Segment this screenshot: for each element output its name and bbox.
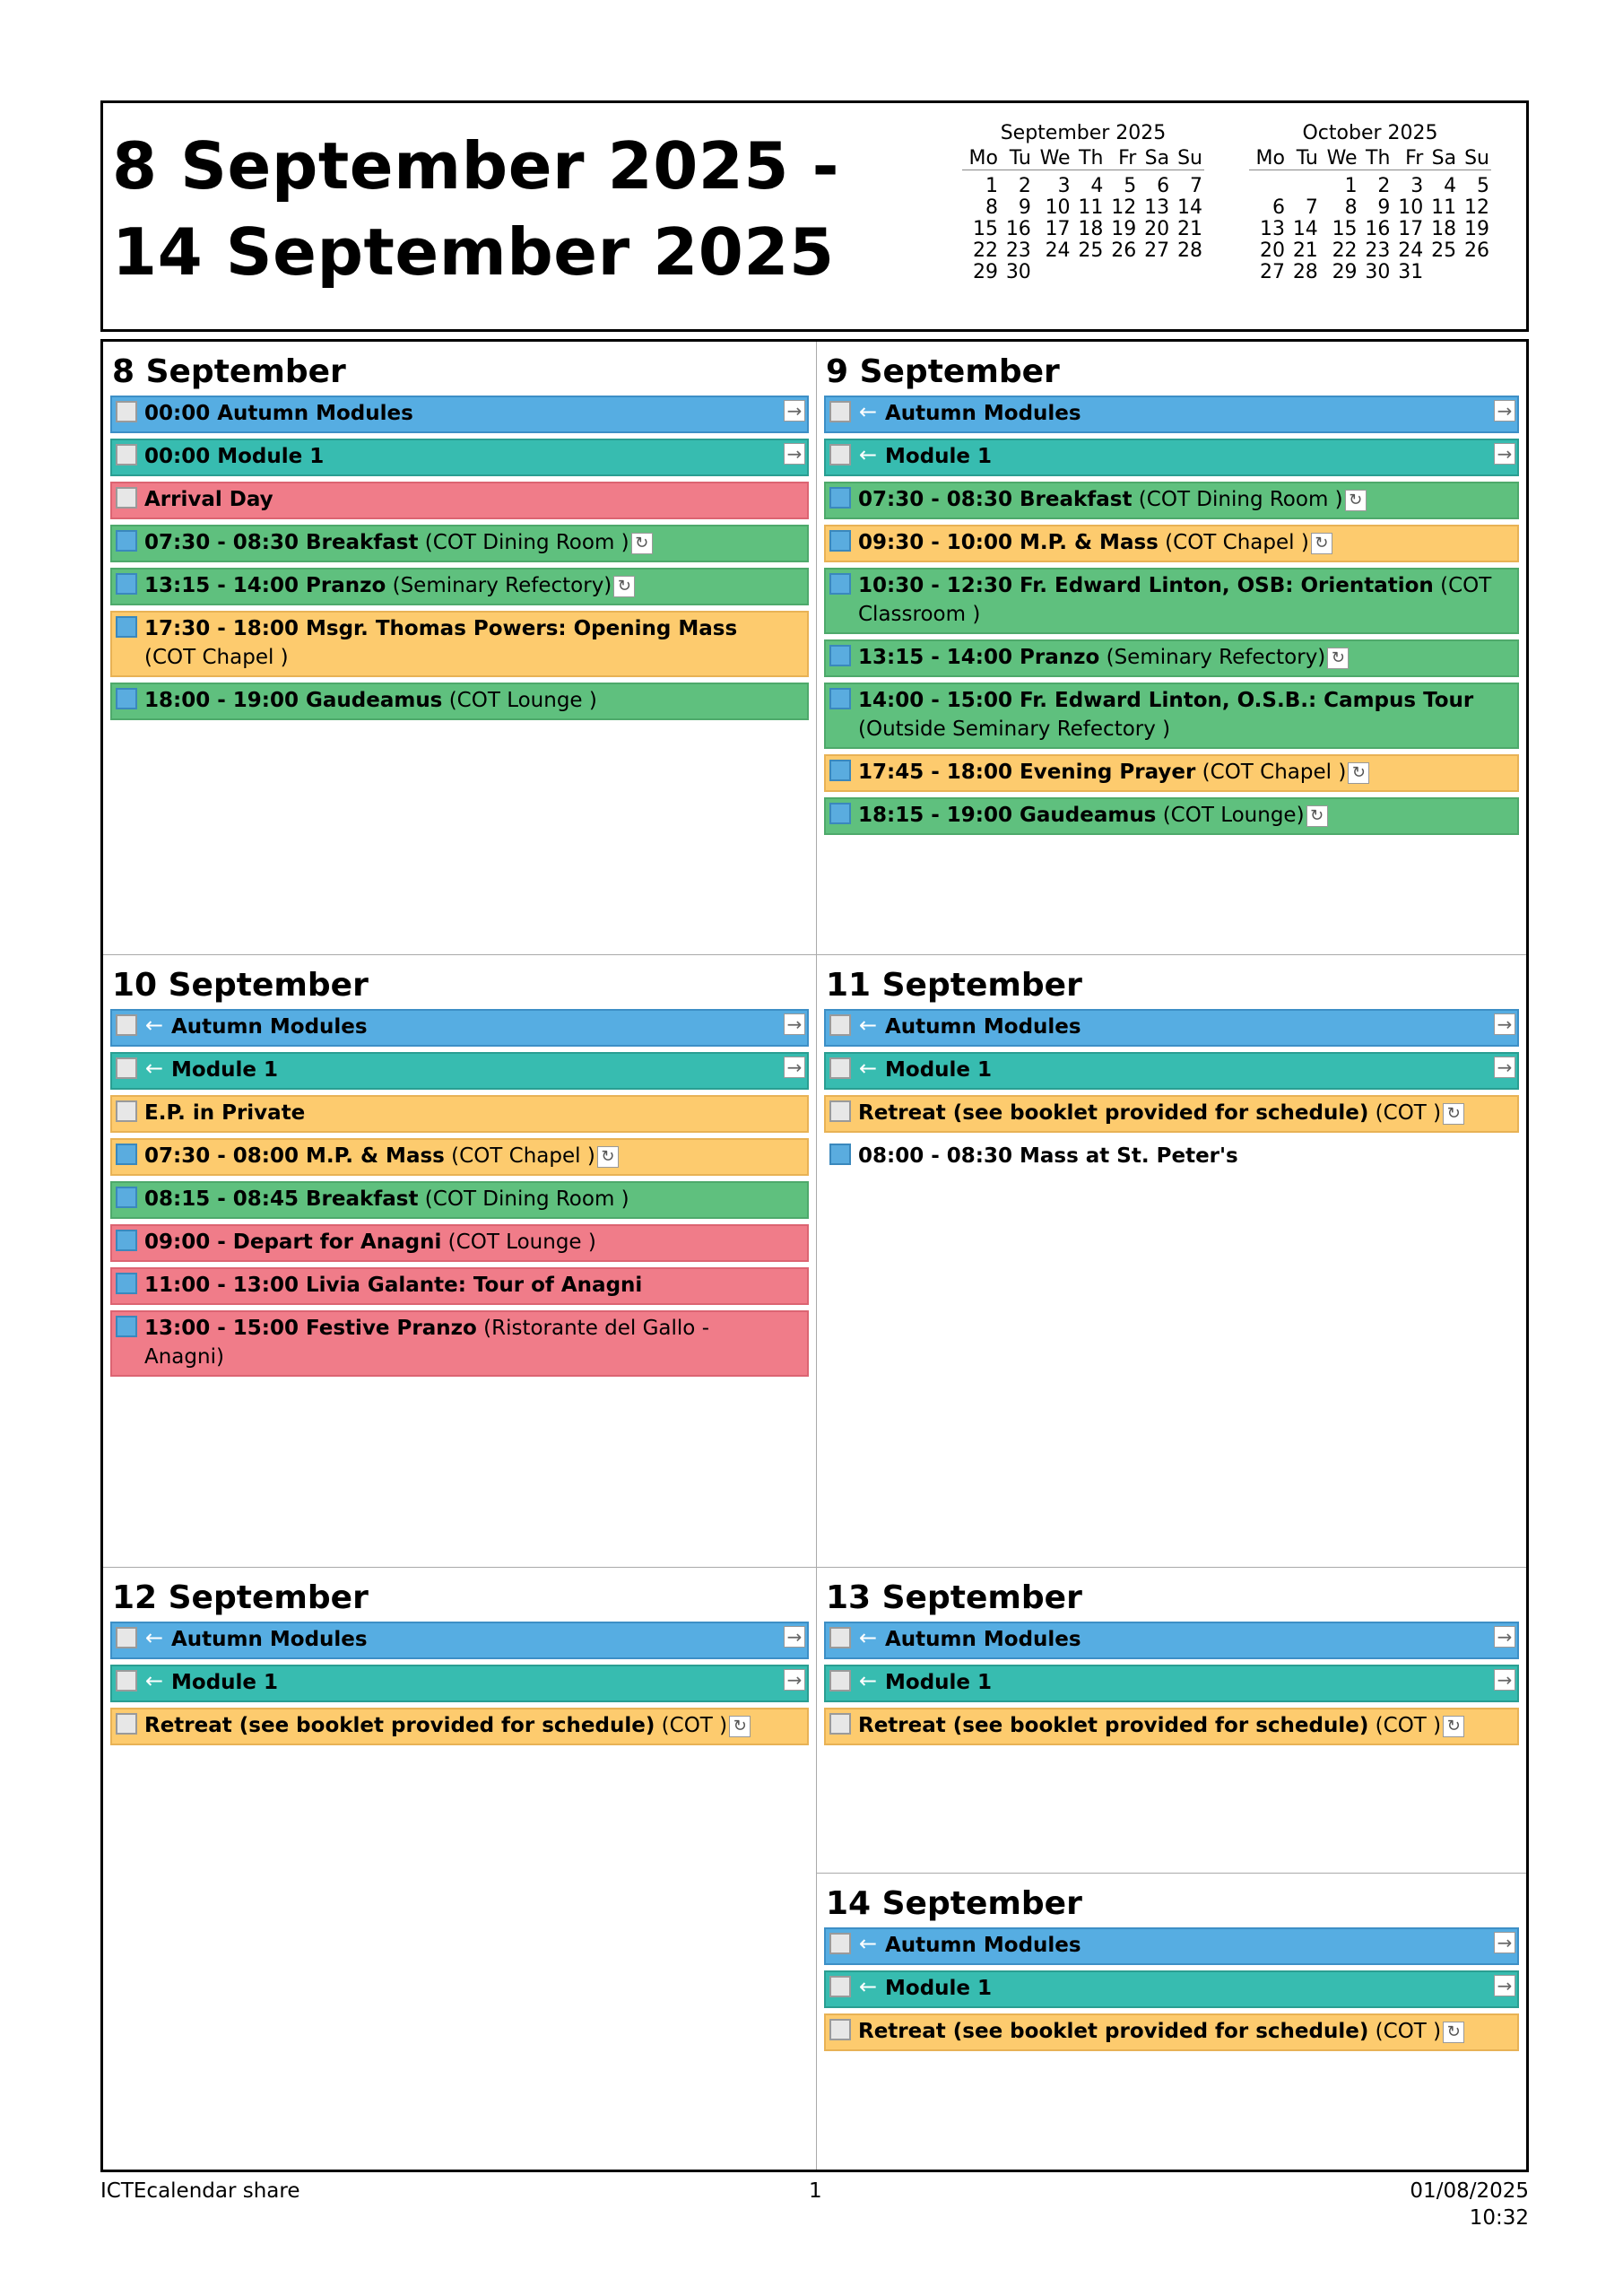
- mini-calendar-day[interactable]: 22: [972, 239, 998, 262]
- mini-calendar-day[interactable]: 26: [1111, 239, 1137, 262]
- weekday-header: Th: [1359, 148, 1393, 170]
- event-title: 07:30 - 08:00 M.P. & Mass: [144, 1144, 445, 1168]
- category-checkbox-icon[interactable]: [829, 487, 851, 509]
- event-title: 08:15 - 08:45 Breakfast: [144, 1187, 419, 1211]
- mini-calendar-day[interactable]: 1: [985, 175, 998, 197]
- calendar-event[interactable]: [824, 396, 1519, 433]
- mini-calendar-day[interactable]: 26: [1464, 239, 1489, 262]
- event-title: Module 1: [171, 1671, 279, 1694]
- mini-calendar-day[interactable]: 6: [1271, 196, 1285, 219]
- category-checkbox-icon[interactable]: [116, 1230, 137, 1251]
- right-arrow-icon: →: [1494, 400, 1515, 422]
- mini-calendar-day[interactable]: 4: [1090, 175, 1104, 197]
- mini-calendar-day[interactable]: 23: [1365, 239, 1391, 262]
- category-checkbox-icon[interactable]: [116, 401, 137, 422]
- right-arrow-icon: →: [784, 1626, 805, 1648]
- calendar-event[interactable]: [824, 1052, 1519, 1090]
- mini-calendar-day[interactable]: 16: [1365, 218, 1391, 240]
- calendar-event[interactable]: [824, 2013, 1519, 2051]
- event-location: (COT Chapel ): [1158, 531, 1309, 554]
- category-checkbox-icon[interactable]: [116, 1014, 137, 1036]
- mini-calendar-day[interactable]: 10: [1398, 196, 1424, 219]
- event-location: (Seminary Refectory): [1099, 646, 1326, 669]
- mini-calendar-day[interactable]: 31: [1398, 261, 1424, 283]
- weekday-header: Mo: [962, 148, 1000, 170]
- event-location: (Seminary Refectory): [386, 574, 612, 597]
- mini-calendar-day[interactable]: 25: [1078, 239, 1104, 262]
- event-title: 07:30 - 08:30 Breakfast: [858, 488, 1133, 511]
- mini-calendar-day[interactable]: 18: [1078, 218, 1104, 240]
- week-title-line2: 14 September 2025: [112, 214, 835, 290]
- mini-calendar-day[interactable]: 3: [1057, 175, 1071, 197]
- calendar-event[interactable]: [824, 1665, 1519, 1702]
- mini-calendar-september: [962, 123, 1204, 283]
- weekday-header: Su: [1458, 148, 1491, 170]
- right-arrow-icon: →: [1494, 1975, 1515, 1996]
- recurring-icon: ↻: [1443, 2022, 1464, 2043]
- day-cell[interactable]: [817, 955, 1526, 1567]
- event-title: Module 1: [885, 1977, 993, 2000]
- category-checkbox-icon[interactable]: [829, 803, 851, 824]
- mini-calendar-title: September 2025: [1000, 122, 1167, 144]
- mini-calendar-day[interactable]: 18: [1431, 218, 1457, 240]
- weekday-header: We: [1320, 148, 1359, 170]
- event-title: 10:30 - 12:30 Fr. Edward Linton, OSB: Orientation: [858, 574, 1434, 597]
- calendar-event[interactable]: [824, 568, 1519, 634]
- category-checkbox-icon[interactable]: [829, 1014, 851, 1036]
- recurring-icon: ↻: [1345, 490, 1367, 511]
- calendar-event[interactable]: [110, 1224, 809, 1262]
- mini-calendar-day[interactable]: 9: [1377, 196, 1391, 219]
- event-location: (COT Dining Room ): [418, 531, 629, 554]
- calendar-event[interactable]: [110, 1622, 809, 1659]
- recurring-icon: ↻: [1443, 1716, 1464, 1737]
- calendar-event[interactable]: [110, 1310, 809, 1377]
- event-location: (Ristorante del Gallo - Anagni): [144, 1317, 709, 1369]
- recurring-icon: ↻: [1311, 533, 1332, 554]
- calendar-event[interactable]: [824, 1095, 1519, 1133]
- week-grid: [100, 339, 1529, 2172]
- category-checkbox-icon[interactable]: [829, 1627, 851, 1648]
- weekday-header: Tu: [1000, 148, 1033, 170]
- day-cell[interactable]: [103, 955, 816, 1567]
- category-checkbox-icon[interactable]: [829, 401, 851, 422]
- day-cell[interactable]: [817, 342, 1526, 954]
- right-arrow-icon: →: [784, 1013, 805, 1035]
- weekday-header: Su: [1171, 148, 1204, 170]
- calendar-event[interactable]: [110, 396, 809, 433]
- mini-calendar-day[interactable]: [1287, 176, 1320, 197]
- mini-calendar-day[interactable]: [1425, 262, 1458, 283]
- recurring-icon: ↻: [631, 533, 653, 554]
- category-checkbox-icon[interactable]: [829, 444, 851, 465]
- event-title: Arrival Day: [144, 488, 273, 511]
- category-checkbox-icon[interactable]: [829, 2019, 851, 2040]
- category-checkbox-icon[interactable]: [829, 1144, 851, 1165]
- right-arrow-icon: →: [784, 1057, 805, 1078]
- calendar-event[interactable]: [824, 754, 1519, 792]
- event-title: 11:00 - 13:00 Livia Galante: Tour of Anagni: [144, 1274, 643, 1297]
- event-title: Autumn Modules: [885, 402, 1081, 425]
- category-checkbox-icon[interactable]: [116, 1057, 137, 1079]
- calendar-event[interactable]: [824, 525, 1519, 562]
- mini-calendar-day[interactable]: 24: [1045, 239, 1071, 262]
- mini-calendar-day[interactable]: [1033, 262, 1072, 283]
- event-location: (COT Lounge ): [441, 1231, 596, 1254]
- mini-calendar-day[interactable]: [1171, 262, 1204, 283]
- event-location: (COT Dining Room ): [1132, 488, 1343, 511]
- left-arrow-icon: ←: [858, 442, 878, 467]
- event-title: 00:00 Autumn Modules: [144, 402, 413, 425]
- mini-calendar-day[interactable]: 13: [1259, 218, 1285, 240]
- left-arrow-icon: ←: [858, 1974, 878, 1999]
- week-header: [100, 100, 1529, 332]
- event-title: Retreat (see booklet provided for schedule): [858, 1714, 1369, 1737]
- recurring-icon: ↻: [1443, 1103, 1464, 1125]
- event-title: Autumn Modules: [171, 1015, 368, 1039]
- mini-calendar-day[interactable]: 2: [1377, 175, 1391, 197]
- left-arrow-icon: ←: [144, 1013, 164, 1038]
- mini-calendar-day[interactable]: 11: [1078, 196, 1104, 219]
- mini-calendar-day[interactable]: [1105, 262, 1138, 283]
- mini-calendar-day[interactable]: 21: [1177, 218, 1202, 240]
- mini-calendar-day[interactable]: 7: [1190, 175, 1202, 197]
- mini-calendar-day[interactable]: 5: [1477, 175, 1489, 197]
- event-title: 09:00 - Depart for Anagni: [144, 1231, 442, 1254]
- mini-calendar-table: [1249, 148, 1491, 283]
- calendar-event[interactable]: [824, 639, 1519, 677]
- mini-calendar-day[interactable]: 27: [1259, 261, 1285, 283]
- left-arrow-icon: ←: [858, 1625, 878, 1650]
- calendar-event[interactable]: [110, 568, 809, 605]
- event-location: (COT Chapel ): [444, 1144, 595, 1168]
- day-cell[interactable]: [817, 1568, 1526, 1873]
- category-checkbox-icon[interactable]: [829, 1057, 851, 1079]
- day-title: 8 September: [112, 353, 346, 390]
- day-title: 10 September: [112, 967, 369, 1004]
- event-title: 17:45 - 18:00 Evening Prayer: [858, 761, 1196, 784]
- mini-calendar-day[interactable]: 24: [1398, 239, 1424, 262]
- weekday-header: Th: [1072, 148, 1106, 170]
- category-checkbox-icon[interactable]: [829, 1713, 851, 1735]
- calendar-event[interactable]: [110, 683, 809, 720]
- category-checkbox-icon[interactable]: [829, 1976, 851, 1997]
- mini-calendar-day[interactable]: 8: [985, 196, 998, 219]
- mini-calendar-day[interactable]: [1072, 262, 1106, 283]
- category-checkbox-icon[interactable]: [116, 1187, 137, 1208]
- recurring-icon: ↻: [1327, 648, 1349, 669]
- left-arrow-icon: ←: [858, 399, 878, 424]
- event-title: Autumn Modules: [171, 1628, 368, 1651]
- calendar-event[interactable]: [824, 1927, 1519, 1965]
- mini-calendar-day[interactable]: 30: [1365, 261, 1391, 283]
- category-checkbox-icon[interactable]: [829, 530, 851, 552]
- recurring-icon: ↻: [597, 1146, 619, 1168]
- mini-calendar-day[interactable]: 2: [1018, 175, 1031, 197]
- event-title: 13:00 - 15:00 Festive Pranzo: [144, 1317, 477, 1340]
- category-checkbox-icon[interactable]: [829, 760, 851, 781]
- left-arrow-icon: ←: [858, 1931, 878, 1956]
- calendar-event[interactable]: [110, 1052, 809, 1090]
- calendar-event[interactable]: [824, 797, 1519, 835]
- mini-calendar-day[interactable]: 19: [1464, 218, 1489, 240]
- right-arrow-icon: →: [1494, 1932, 1515, 1953]
- week-title-line1: 8 September 2025 -: [112, 128, 839, 204]
- mini-calendar-day[interactable]: 11: [1431, 196, 1457, 219]
- event-title: Retreat (see booklet provided for schedule): [858, 1101, 1369, 1125]
- day-title: 11 September: [826, 967, 1082, 1004]
- right-arrow-icon: →: [1494, 1626, 1515, 1648]
- right-arrow-icon: →: [784, 1669, 805, 1691]
- weekday-header: Sa: [1138, 148, 1171, 170]
- event-title: 18:00 - 19:00 Gaudeamus: [144, 689, 443, 712]
- mini-calendar-day[interactable]: 14: [1292, 218, 1318, 240]
- mini-calendar-day[interactable]: 17: [1398, 218, 1424, 240]
- category-checkbox-icon[interactable]: [829, 645, 851, 666]
- event-title: Module 1: [885, 445, 993, 468]
- event-location: (COT Dining Room ): [418, 1187, 629, 1211]
- event-location: (COT ): [1368, 1714, 1442, 1737]
- mini-calendar-day[interactable]: 23: [1005, 239, 1031, 262]
- category-checkbox-icon[interactable]: [116, 1100, 137, 1122]
- event-location: (COT ): [1368, 2020, 1442, 2043]
- mini-calendar-day[interactable]: 15: [972, 218, 998, 240]
- calendar-event[interactable]: [110, 1009, 809, 1047]
- calendar-event[interactable]: [824, 482, 1519, 519]
- category-checkbox-icon[interactable]: [829, 1933, 851, 1954]
- event-title: 07:30 - 08:30 Breakfast: [144, 531, 419, 554]
- weekday-header: Fr: [1392, 148, 1425, 170]
- category-checkbox-icon[interactable]: [116, 688, 137, 709]
- event-title: Retreat (see booklet provided for schedule): [858, 2020, 1369, 2043]
- weekday-header: We: [1033, 148, 1072, 170]
- left-arrow-icon: ←: [144, 1668, 164, 1693]
- footer-page-number: 1: [809, 2179, 822, 2203]
- calendar-event[interactable]: [110, 439, 809, 476]
- calendar-event[interactable]: [110, 611, 809, 677]
- event-title: 17:30 - 18:00 Msgr. Thomas Powers: Opening Mass: [144, 617, 738, 640]
- day-title: 14 September: [826, 1885, 1082, 1922]
- event-location: (COT Chapel ): [1195, 761, 1347, 784]
- day-title: 13 September: [826, 1579, 1082, 1616]
- event-title: 18:15 - 19:00 Gaudeamus: [858, 804, 1157, 827]
- mini-calendar-day[interactable]: 20: [1259, 239, 1285, 262]
- event-title: Autumn Modules: [885, 1015, 1081, 1039]
- day-cell[interactable]: [103, 1568, 816, 2170]
- calendar-event[interactable]: [110, 525, 809, 562]
- day-title: 12 September: [112, 1579, 369, 1616]
- mini-calendar-day[interactable]: 29: [972, 261, 998, 283]
- recurring-icon: ↻: [1348, 762, 1369, 784]
- left-arrow-icon: ←: [858, 1668, 878, 1693]
- mini-calendar-day[interactable]: 27: [1144, 239, 1170, 262]
- weekday-header: Sa: [1425, 148, 1458, 170]
- mini-calendar-day[interactable]: 14: [1177, 196, 1202, 219]
- right-arrow-icon: →: [1494, 443, 1515, 465]
- category-checkbox-icon[interactable]: [116, 444, 137, 465]
- category-checkbox-icon[interactable]: [116, 1273, 137, 1294]
- recurring-icon: ↻: [613, 576, 635, 597]
- calendar-event[interactable]: [110, 482, 809, 519]
- mini-calendar-day[interactable]: 12: [1111, 196, 1137, 219]
- event-location: (COT Classroom ): [858, 574, 1492, 626]
- event-title: 13:15 - 14:00 Pranzo: [144, 574, 386, 597]
- calendar-event[interactable]: [824, 439, 1519, 476]
- day-title: 9 September: [826, 353, 1060, 390]
- footer-source: ICTEcalendar share: [100, 2179, 300, 2203]
- event-title: Module 1: [171, 1058, 279, 1082]
- mini-calendar-day[interactable]: 29: [1332, 261, 1358, 283]
- mini-calendar-day[interactable]: 22: [1332, 239, 1358, 262]
- mini-calendar-day[interactable]: 13: [1144, 196, 1170, 219]
- mini-calendar-day[interactable]: 3: [1410, 175, 1424, 197]
- mini-calendar-day[interactable]: 9: [1018, 196, 1031, 219]
- left-arrow-icon: ←: [144, 1625, 164, 1650]
- mini-calendar-day[interactable]: 10: [1045, 196, 1071, 219]
- mini-calendar-october: [1249, 123, 1491, 283]
- mini-calendar-day[interactable]: 16: [1005, 218, 1031, 240]
- mini-calendar-day[interactable]: [1458, 262, 1491, 283]
- calendar-event[interactable]: [824, 1970, 1519, 2008]
- right-arrow-icon: →: [784, 400, 805, 422]
- calendar-event[interactable]: [110, 1181, 809, 1219]
- event-title: Retreat (see booklet provided for schedule): [144, 1714, 655, 1737]
- mini-calendar-day[interactable]: 5: [1124, 175, 1137, 197]
- event-title: 13:15 - 14:00 Pranzo: [858, 646, 1100, 669]
- right-arrow-icon: →: [784, 443, 805, 465]
- mini-calendar-day[interactable]: 15: [1332, 218, 1358, 240]
- event-title: Module 1: [885, 1058, 993, 1082]
- event-title: Module 1: [885, 1671, 993, 1694]
- mini-calendar-day[interactable]: 28: [1292, 261, 1318, 283]
- right-arrow-icon: →: [1494, 1669, 1515, 1691]
- mini-calendar-day[interactable]: [1249, 176, 1287, 197]
- footer-timestamp: 01/08/2025 10:32: [1410, 2179, 1529, 2230]
- event-location: (COT Chapel ): [144, 646, 289, 669]
- calendar-event[interactable]: [824, 1622, 1519, 1659]
- mini-calendar-day[interactable]: 7: [1305, 196, 1318, 219]
- event-title: Autumn Modules: [885, 1934, 1081, 1957]
- mini-calendar-title: October 2025: [1302, 122, 1438, 144]
- calendar-event[interactable]: [824, 1009, 1519, 1047]
- category-checkbox-icon[interactable]: [116, 616, 137, 638]
- recurring-icon: ↻: [1306, 805, 1328, 827]
- category-checkbox-icon[interactable]: [116, 487, 137, 509]
- calendar-event[interactable]: [824, 1138, 1519, 1176]
- event-title: Autumn Modules: [885, 1628, 1081, 1651]
- event-title: 09:30 - 10:00 M.P. & Mass: [858, 531, 1159, 554]
- mini-calendar-day[interactable]: 1: [1344, 175, 1358, 197]
- event-title: 08:00 - 08:30 Mass at St. Peter's: [858, 1144, 1238, 1168]
- day-cell[interactable]: [817, 1874, 1526, 2170]
- calendar-event[interactable]: [824, 1708, 1519, 1745]
- weekday-header: Tu: [1287, 148, 1320, 170]
- mini-calendar-day[interactable]: 4: [1444, 175, 1457, 197]
- event-location: (COT Lounge): [1156, 804, 1305, 827]
- left-arrow-icon: ←: [858, 1013, 878, 1038]
- left-arrow-icon: ←: [858, 1056, 878, 1081]
- category-checkbox-icon[interactable]: [116, 1316, 137, 1337]
- mini-calendar-day[interactable]: 20: [1144, 218, 1170, 240]
- mini-calendar-day[interactable]: 30: [1005, 261, 1031, 283]
- category-checkbox-icon[interactable]: [829, 1100, 851, 1122]
- event-location: (COT ): [1368, 1101, 1442, 1125]
- calendar-event[interactable]: [110, 1267, 809, 1305]
- calendar-event[interactable]: [110, 1665, 809, 1702]
- category-checkbox-icon[interactable]: [116, 530, 137, 552]
- category-checkbox-icon[interactable]: [829, 573, 851, 595]
- calendar-event[interactable]: [110, 1708, 809, 1745]
- category-checkbox-icon[interactable]: [829, 688, 851, 709]
- category-checkbox-icon[interactable]: [116, 573, 137, 595]
- event-location: (COT Lounge ): [442, 689, 597, 712]
- recurring-icon: ↻: [729, 1716, 751, 1737]
- category-checkbox-icon[interactable]: [116, 1670, 137, 1692]
- event-title: E.P. in Private: [144, 1101, 306, 1125]
- weekday-header: Fr: [1105, 148, 1138, 170]
- right-arrow-icon: →: [1494, 1057, 1515, 1078]
- day-cell[interactable]: [103, 342, 816, 954]
- category-checkbox-icon[interactable]: [116, 1144, 137, 1165]
- mini-calendar-day[interactable]: 28: [1177, 239, 1202, 262]
- right-arrow-icon: →: [1494, 1013, 1515, 1035]
- mini-calendar-day[interactable]: 8: [1344, 196, 1358, 219]
- category-checkbox-icon[interactable]: [116, 1713, 137, 1735]
- mini-calendar-day[interactable]: 19: [1111, 218, 1137, 240]
- left-arrow-icon: ←: [144, 1056, 164, 1081]
- mini-calendar-day[interactable]: 17: [1045, 218, 1071, 240]
- calendar-event[interactable]: [110, 1095, 809, 1133]
- category-checkbox-icon[interactable]: [116, 1627, 137, 1648]
- event-title: 00:00 Module 1: [144, 445, 325, 468]
- event-title: 14:00 - 15:00 Fr. Edward Linton, O.S.B.: Campus Tour: [858, 689, 1474, 712]
- mini-calendar-day[interactable]: 25: [1431, 239, 1457, 262]
- mini-calendar-day[interactable]: [1138, 262, 1171, 283]
- week-title: [112, 123, 839, 295]
- weekday-header: Mo: [1249, 148, 1287, 170]
- event-location: (COT ): [655, 1714, 728, 1737]
- mini-calendar-day[interactable]: 21: [1292, 239, 1318, 262]
- category-checkbox-icon[interactable]: [829, 1670, 851, 1692]
- calendar-event[interactable]: [110, 1138, 809, 1176]
- calendar-event[interactable]: [824, 683, 1519, 749]
- mini-calendar-day[interactable]: 6: [1157, 175, 1170, 197]
- mini-calendar-table: [962, 148, 1204, 283]
- mini-calendar-day[interactable]: 12: [1464, 196, 1489, 219]
- event-location: (Outside Seminary Refectory ): [858, 718, 1171, 741]
